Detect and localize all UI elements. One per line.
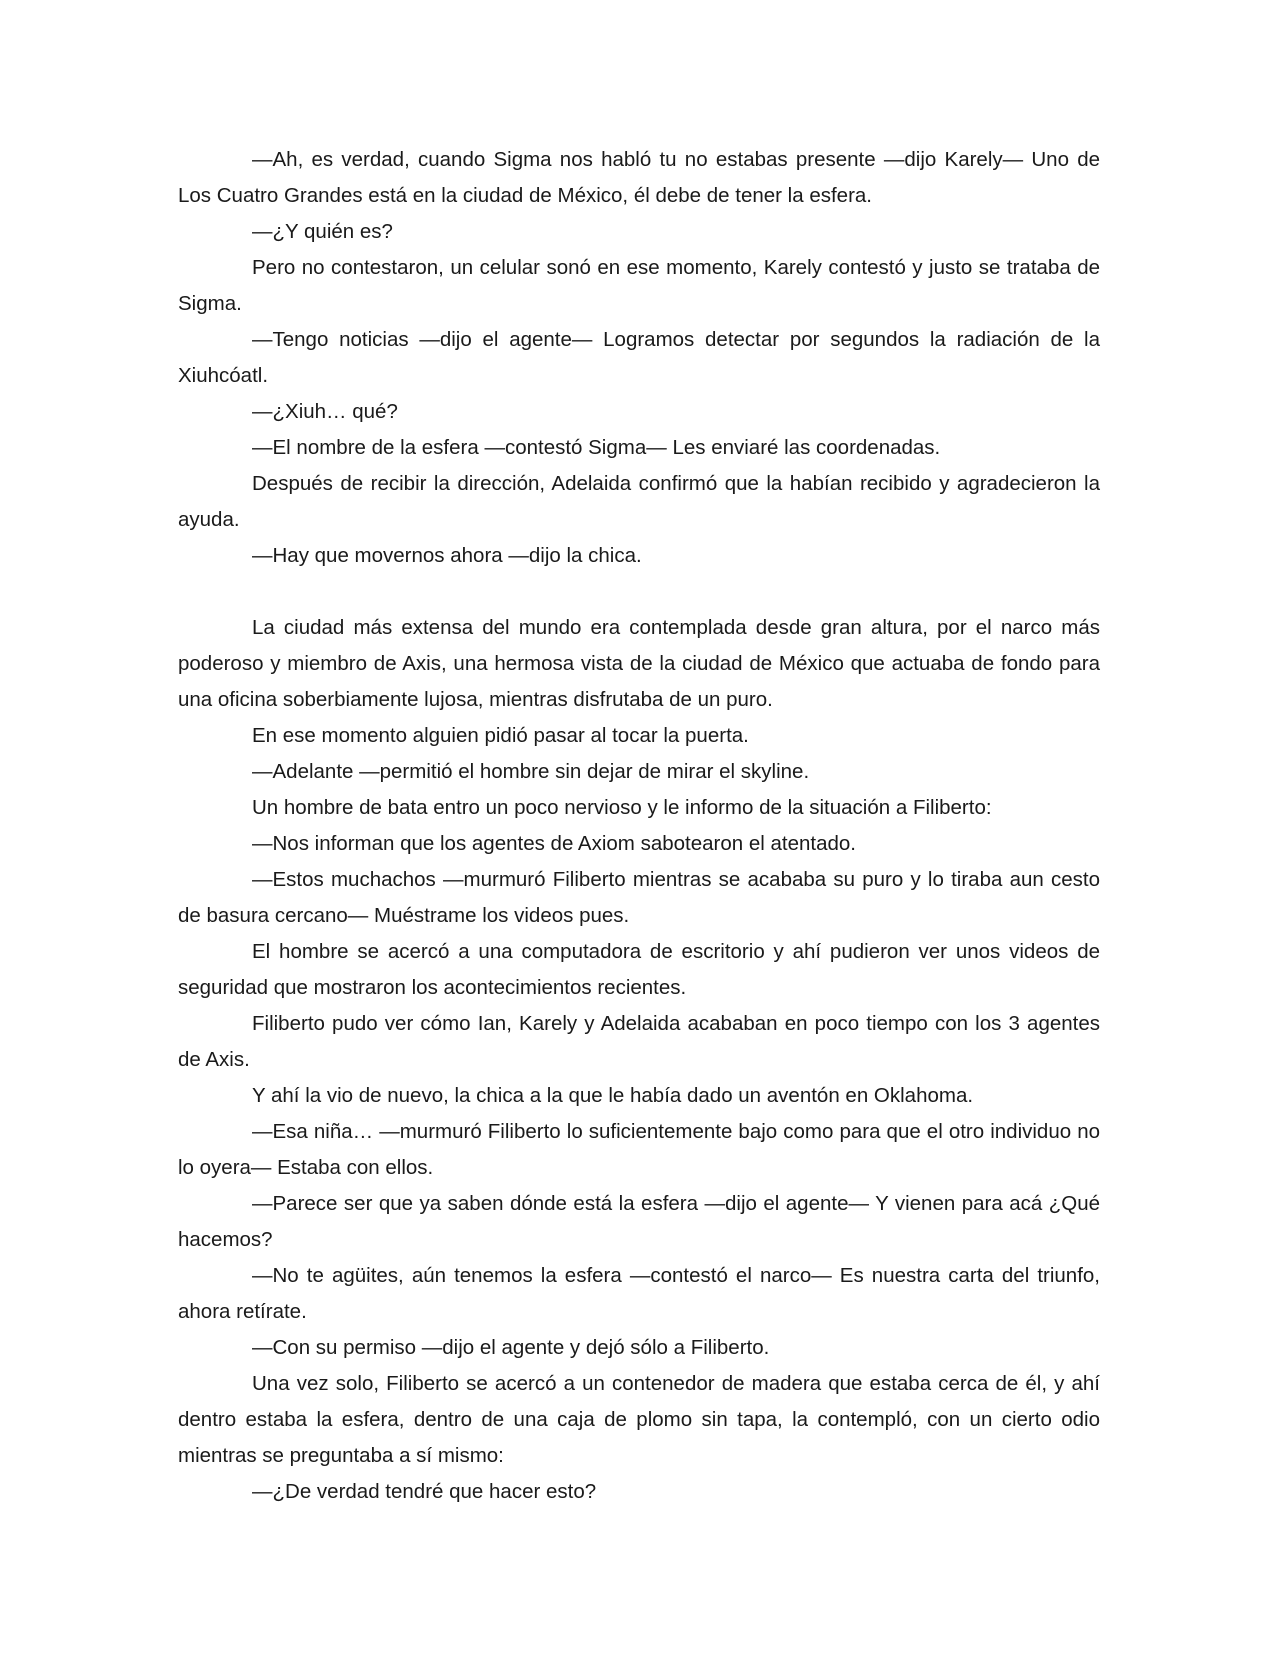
paragraph: —Parece ser que ya saben dónde está la esfera —dijo el agente— Y vienen para acá ¿Qué hacemos? xyxy=(178,1192,1100,1251)
paragraph: Un hombre de bata entro un poco nervioso y le informo de la situación a Filiberto: xyxy=(252,796,992,819)
paragraph: Una vez solo, Filiberto se acercó a un contenedor de madera que estaba cerca de él, y ahí dentro estaba la esfera, dentro de una caja de plomo sin tapa, la contempló, con un cierto odio mientras se preguntaba a sí mismo: xyxy=(178,1372,1100,1467)
paragraph: —¿De verdad tendré que hacer esto? xyxy=(252,1480,597,1503)
paragraph: —Ah, es verdad, cuando Sigma nos habló tu no estabas presente —dijo Karely— Uno de Los Cuatro Grandes está en la ciudad de México, él debe de tener la esfera. xyxy=(178,148,1100,207)
paragraph: —El nombre de la esfera —contestó Sigma— Les enviaré las coordenadas. xyxy=(252,436,941,459)
paragraph: El hombre se acercó a una computadora de escritorio y ahí pudieron ver unos videos de seguridad que mostraron los acontecimientos recientes. xyxy=(178,940,1100,999)
section-break xyxy=(178,574,1100,610)
paragraph: Filiberto pudo ver cómo Ian, Karely y Adelaida acababan en poco tiempo con los 3 agentes de Axis. xyxy=(178,1012,1100,1071)
paragraph: Y ahí la vio de nuevo, la chica a la que le había dado un aventón en Oklahoma. xyxy=(252,1084,974,1107)
paragraph: —Estos muchachos —murmuró Filiberto mientras se acababa su puro y lo tiraba aun cesto de basura cercano— Muéstrame los videos pues. xyxy=(178,868,1100,927)
paragraph: Después de recibir la dirección, Adelaida confirmó que la habían recibido y agradecieron la ayuda. xyxy=(178,472,1100,531)
paragraph: —Adelante —permitió el hombre sin dejar de mirar el skyline. xyxy=(252,760,810,783)
document-body xyxy=(178,142,1100,1510)
paragraph: Pero no contestaron, un celular sonó en ese momento, Karely contestó y justo se trataba de Sigma. xyxy=(178,256,1100,315)
paragraph: En ese momento alguien pidió pasar al tocar la puerta. xyxy=(252,724,749,747)
paragraph: —Hay que movernos ahora —dijo la chica. xyxy=(252,544,642,567)
paragraph: —¿Xiuh… qué? xyxy=(252,400,398,423)
paragraph: —Esa niña… —murmuró Filiberto lo suficientemente bajo como para que el otro individuo no lo oyera— Estaba con ellos. xyxy=(178,1120,1100,1179)
paragraph: —No te agüites, aún tenemos la esfera —contestó el narco— Es nuestra carta del triunfo, ahora retírate. xyxy=(178,1264,1100,1323)
paragraph: —Nos informan que los agentes de Axiom sabotearon el atentado. xyxy=(252,832,856,855)
paragraph: —Con su permiso —dijo el agente y dejó sólo a Filiberto. xyxy=(252,1336,770,1359)
paragraph: La ciudad más extensa del mundo era contemplada desde gran altura, por el narco más poderoso y miembro de Axis, una hermosa vista de la ciudad de México que actuaba de fondo para una oficina soberbiamente lujosa, mientras disfrutaba de un puro. xyxy=(178,616,1100,711)
paragraph: —Tengo noticias —dijo el agente— Logramos detectar por segundos la radiación de la Xiuhcóatl. xyxy=(178,328,1100,387)
paragraph: —¿Y quién es? xyxy=(252,220,393,243)
